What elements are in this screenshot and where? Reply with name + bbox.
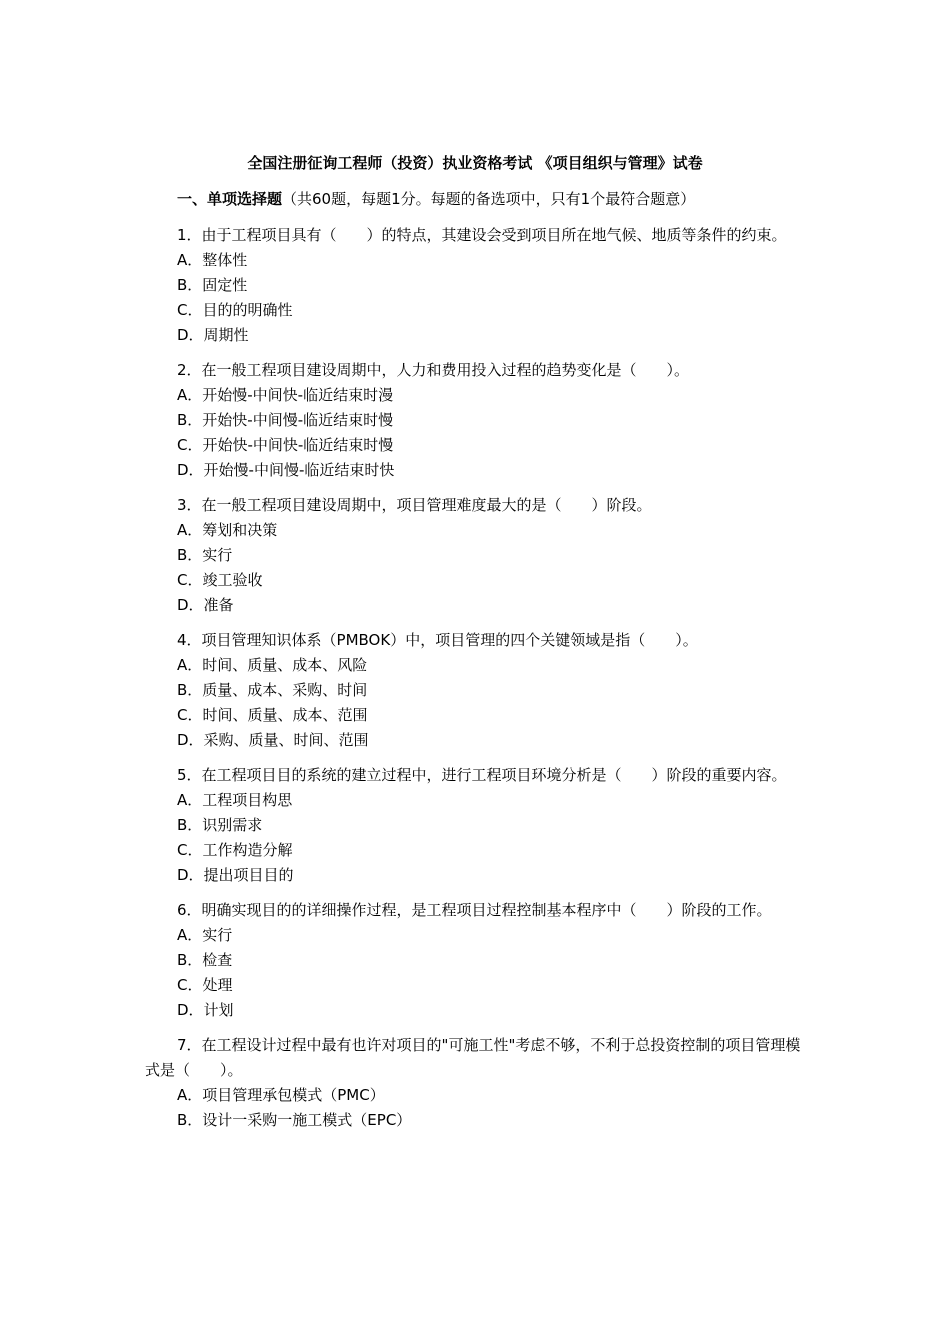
answer-option: C．工作构造分解 [177, 841, 293, 859]
answer-option: C．目的的明确性 [177, 301, 293, 319]
question-stem: 1．由于工程项目具有（ ）的特点，其建设会受到项目所在地气候、地质等条件的约束。 [177, 226, 787, 244]
answer-option: B．识别需求 [177, 816, 263, 834]
answer-option: D．周期性 [177, 326, 249, 344]
answer-option: B．质量、成本、采购、时间 [177, 681, 368, 699]
answer-option: A．整体性 [177, 251, 248, 269]
answer-option: D．准备 [177, 596, 234, 614]
answer-option: A．开始慢-中间快-临近结束时漫 [177, 386, 394, 404]
question-item [145, 763, 810, 888]
question-stem: 5．在工程项目目的系统的建立过程中，进行工程项目环境分析是（ ）阶段的重要内容。 [177, 766, 787, 784]
question-item [145, 1033, 810, 1133]
answer-option: D．采购、质量、时间、范围 [177, 731, 369, 749]
question-stem: 3．在一般工程项目建设周期中，项目管理难度最大的是（ ）阶段。 [177, 496, 652, 514]
answer-option: B．检查 [177, 951, 233, 969]
question-stem: 2．在一般工程项目建设周期中，人力和费用投入过程的趋势变化是（ ）。 [177, 361, 690, 379]
question-stem: 7．在工程设计过程中最有也许对项目的"可施工性"考虑不够，不利于总投资控制的项目管理模式是（ ）。 [145, 1036, 801, 1079]
question-item [145, 223, 810, 348]
answer-option: D．提出项目目的 [177, 866, 294, 884]
section-note: （共60题，每题1分。每题的备选项中，只有1个最符合题意） [282, 190, 696, 208]
question-list [145, 223, 810, 1143]
answer-option: A．筹划和决策 [177, 521, 278, 539]
section-heading: 一、单项选择题 [177, 190, 283, 208]
question-item [145, 898, 810, 1023]
document-title: 全国注册征询工程师（投资）执业资格考试 《项目组织与管理》试卷 [247, 154, 703, 172]
answer-option: C．开始快-中间快-临近结束时慢 [177, 436, 394, 454]
question-item [145, 358, 810, 483]
answer-option: A．时间、质量、成本、风险 [177, 656, 368, 674]
answer-option: B．固定性 [177, 276, 248, 294]
answer-option: A．项目管理承包模式（PMC） [177, 1086, 385, 1104]
answer-option: C．处理 [177, 976, 233, 994]
answer-option: B．实行 [177, 546, 233, 564]
question-stem: 4．项目管理知识体系（PMBOK）中，项目管理的四个关键领域是指（ ）。 [177, 631, 698, 649]
question-item [145, 628, 810, 753]
question-item [145, 493, 810, 618]
answer-option: B．设计一采购一施工模式（EPC） [177, 1111, 412, 1129]
answer-option: A．工程项目构思 [177, 791, 293, 809]
section-heading-line [177, 188, 817, 210]
answer-option: B．开始快-中间慢-临近结束时慢 [177, 411, 394, 429]
answer-option: C．时间、质量、成本、范围 [177, 706, 368, 724]
question-stem: 6．明确实现目的的详细操作过程，是工程项目过程控制基本程序中（ ）阶段的工作。 [177, 901, 772, 919]
answer-option: C．竣工验收 [177, 571, 263, 589]
answer-option: D．开始慢-中间慢-临近结束时快 [177, 461, 395, 479]
answer-option: A．实行 [177, 926, 233, 944]
answer-option: D．计划 [177, 1001, 234, 1019]
